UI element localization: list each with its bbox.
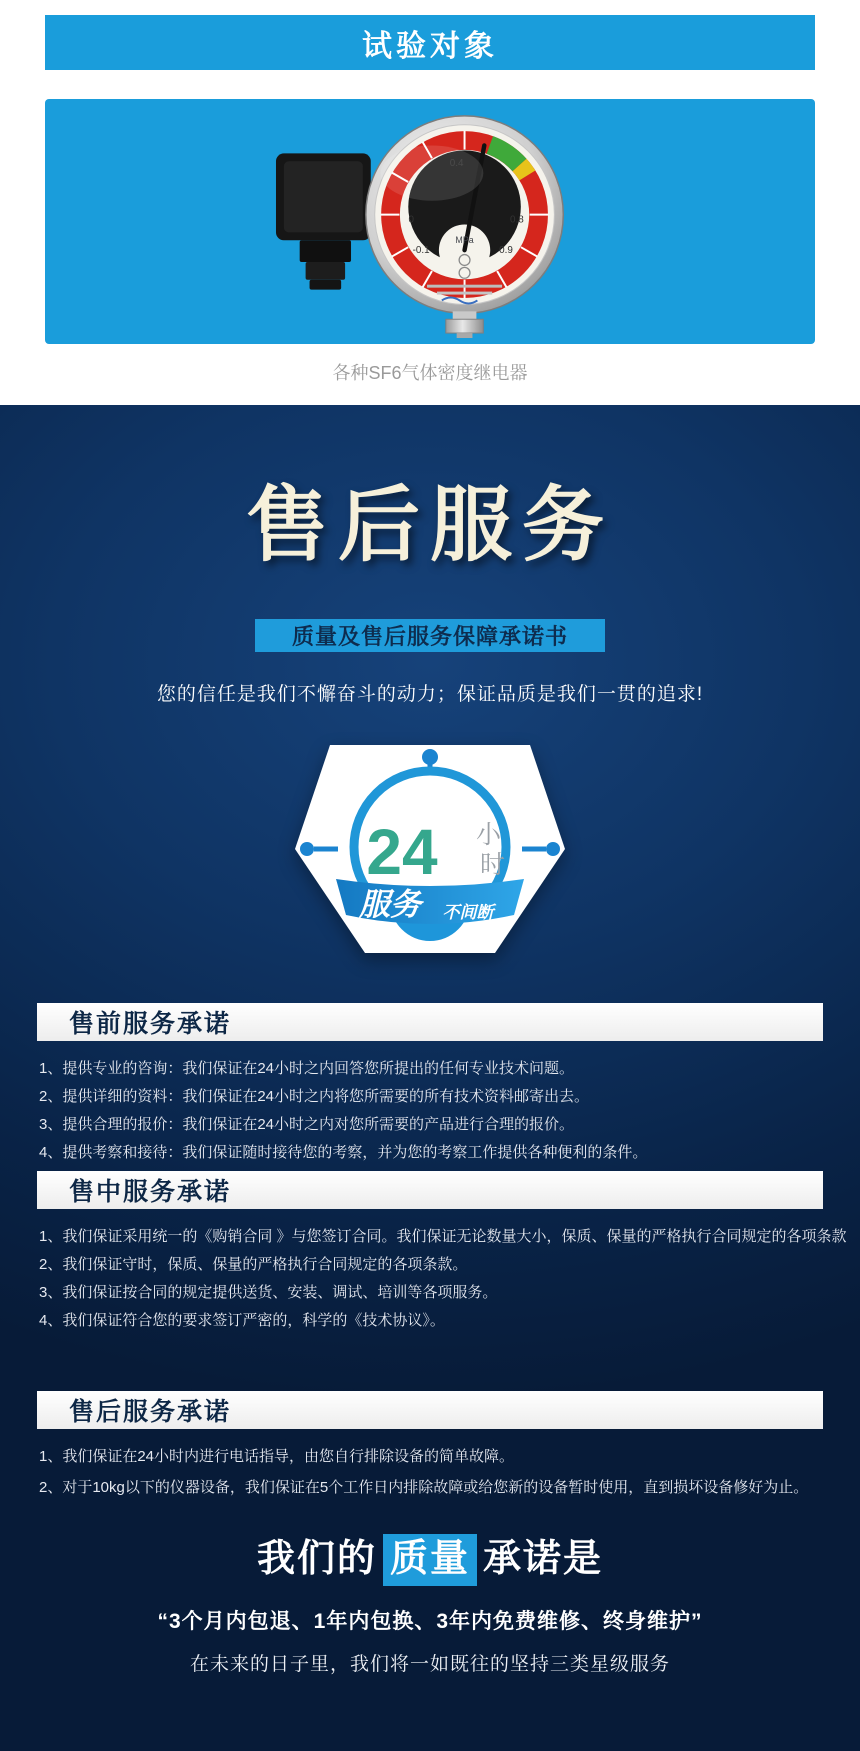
warranty-quote: “3个月内包退、1年内包换、3年内免费维修、终身维护” bbox=[157, 1610, 703, 1634]
24h-service-badge bbox=[290, 743, 570, 963]
gauge-fitting-illustration bbox=[446, 311, 484, 338]
list-item: 2、提供详细的资料：我们保证在24小时之内将您所需要的所有技术资料邮寄出去。 bbox=[39, 1088, 590, 1106]
presale-promise-header bbox=[37, 1003, 823, 1041]
product-caption: 各种SF6气体密度继电器 bbox=[332, 363, 528, 383]
list-item: 1、我们保证在24小时内进行电话指导，由您自行排除设备的简单故障。 bbox=[39, 1448, 515, 1466]
list-item: 3、提供合理的报价：我们保证在24小时之内对您所需要的产品进行合理的报价。 bbox=[39, 1116, 575, 1134]
presale-promise-block bbox=[37, 1003, 823, 1163]
aftersale-promise-list bbox=[37, 1446, 823, 1498]
list-item: 4、我们保证符合您的要求签订严密的，科学的《技术协议》。 bbox=[39, 1312, 445, 1330]
quality-promise-line bbox=[0, 1534, 860, 1586]
tagline: 您的信任是我们不懈奋斗的动力；保证品质是我们一贯的追求! bbox=[156, 684, 704, 706]
list-item: 1、提供专业的咨询：我们保证在24小时之内回答您所提出的任何专业技术问题。 bbox=[39, 1060, 575, 1078]
future-statement: 在未来的日子里，我们将一如既往的坚持三类星级服务 bbox=[189, 1654, 670, 1676]
quality-prefix: 我们的 bbox=[256, 1538, 377, 1581]
gauge-label-left: 0 bbox=[408, 213, 414, 225]
after-sales-section bbox=[0, 405, 860, 1751]
midsale-promise-block bbox=[37, 1171, 847, 1331]
ribbon-sub-text: 不间断 bbox=[442, 903, 494, 923]
gauge-label-bottom-left: -0.1 bbox=[412, 244, 430, 256]
gauge-label-top: 0.4 bbox=[449, 157, 464, 169]
badge-unit-2: 时 bbox=[480, 851, 506, 880]
after-sales-title: 售后服务 bbox=[245, 480, 614, 571]
midsale-promise-heading: 售中服务承诺 bbox=[69, 1178, 232, 1207]
connector-box-illustration bbox=[276, 153, 371, 289]
list-item: 2、我们保证守时，保质、保量的严格执行合同规定的各项条款。 bbox=[39, 1256, 468, 1274]
aftersale-promise-header bbox=[37, 1391, 823, 1429]
banner-title: 试验对象 bbox=[362, 29, 498, 63]
product-image-box bbox=[45, 99, 815, 344]
ribbon-main-text: 服务 bbox=[359, 887, 421, 923]
aftersale-promise-heading: 售后服务承诺 bbox=[69, 1398, 232, 1427]
quality-suffix: 承诺是 bbox=[483, 1538, 604, 1581]
aftersale-promise-block bbox=[37, 1391, 823, 1498]
section-banner bbox=[45, 15, 815, 70]
badge-number: 24 bbox=[366, 816, 438, 889]
test-object-section bbox=[0, 15, 860, 386]
gauge-dial-illustration bbox=[366, 115, 563, 312]
list-item: 3、我们保证按合同的规定提供送货、安装、调试、培训等各项服务。 bbox=[39, 1284, 498, 1302]
subtitle-bar: 质量及售后服务保障承诺书 bbox=[255, 619, 605, 652]
gauge-label-right: 0.8 bbox=[510, 213, 524, 225]
badge-unit-1: 小 bbox=[476, 821, 502, 850]
gauge-unit-label: MPa bbox=[455, 234, 474, 245]
list-item: 2、对于10kg以下的仪器设备，我们保证在5个工作日内排除故障或给您新的设备暂时使用，直到损坏设备修好为止。 bbox=[39, 1479, 809, 1497]
midsale-promise-header bbox=[37, 1171, 823, 1209]
quality-highlight: 质量 bbox=[383, 1534, 477, 1586]
sf6-gauge-image bbox=[260, 106, 600, 338]
badge-wrap bbox=[0, 743, 860, 968]
list-item: 4、提供考察和接待：我们保证随时接待您的考察，并为您的考察工作提供各种便利的条件。 bbox=[39, 1144, 648, 1162]
presale-promise-list bbox=[37, 1058, 823, 1163]
gauge-label-bottom-right: 0.9 bbox=[499, 244, 513, 256]
list-item: 1、我们保证采用统一的《购销合同 》与您签订合同。我们保证无论数量大小，保质、保量的严格执行合同规定的各项条款 bbox=[39, 1228, 847, 1246]
presale-promise-heading: 售前服务承诺 bbox=[69, 1010, 232, 1039]
midsale-promise-list bbox=[37, 1226, 847, 1331]
